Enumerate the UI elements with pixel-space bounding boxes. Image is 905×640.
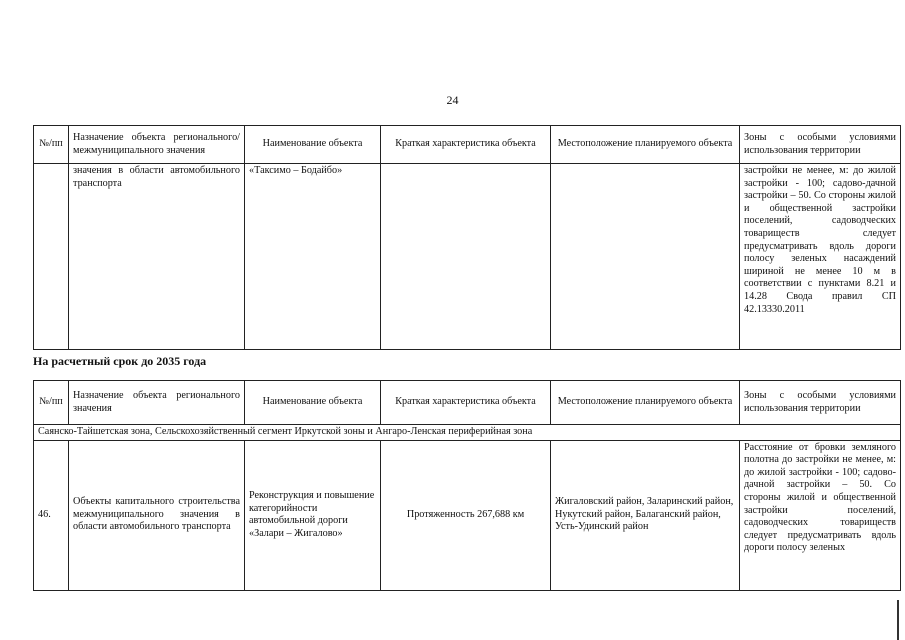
header-location: Местоположение планируемого объекта [551,381,740,425]
header-brief: Краткая характеристика объекта [381,381,551,425]
scan-edge-line [897,600,899,640]
table-header-row [34,381,901,425]
objects-table-2035 [33,380,901,591]
header-purpose: Назначение объекта регионального/ межмуниципального значения [69,126,245,164]
cell-brief [381,164,551,350]
zone-group-label: Саянско-Тайшетская зона, Сельскохозяйственный сегмент Иркутской зоны и Ангаро-Ленская периферийная зона [34,425,901,441]
table-row [34,164,901,350]
header-num: №/пп [34,381,69,425]
table-row [34,440,901,590]
header-location: Местоположение планируемого объекта [551,126,740,164]
table-header-row [34,126,901,164]
header-name: Наименование объекта [245,381,381,425]
cell-location: Жигаловский район, Заларинский район, Нукутский район, Балаганский район, Усть-Удинский район [551,440,740,590]
cell-num: 46. [34,440,69,590]
header-zones: Зоны с особыми условиями использования территории [740,381,901,425]
header-purpose: Назначение объекта регионального значения [69,381,245,425]
cell-purpose: Объекты капитального строительства межмуниципального значения в области автомобильного транспорта [69,440,245,590]
header-num: №/пп [34,126,69,164]
cell-zones: Расстояние от бровки земляного полотна до застройки не менее, м: до жилой застройки - 100; садово-дачной застройки – 50. Со стороны жилой и общественной застройки поселений, садоводческих товариществ следует предусматривать вдоль дороги полосу зеленых [740,440,901,590]
section-title: На расчетный срок до 2035 года [33,354,207,368]
cell-brief: Протяженность 267,688 км [381,440,551,590]
header-brief: Краткая характеристика объекта [381,126,551,164]
cell-name: «Таксимо – Бодайбо» [245,164,381,350]
cell-num [34,164,69,350]
header-zones: Зоны с особыми условиями использования территории [740,126,901,164]
page-number: 24 [446,93,459,107]
zone-group-row [34,425,901,441]
cell-name: Реконструкция и повышение категорийности автомобильной дороги «Залари – Жигалово» [245,440,381,590]
cell-purpose: значения в области автомобильного транспорта [69,164,245,350]
cell-location [551,164,740,350]
cell-zones: застройки не менее, м: до жилой застройки - 100; садово-дачной застройки – 50. Со стороны жилой и общественной застройки поселений, садоводческих товариществ следует предусматривать вдоль дороги полосу зеленых насаждений шириной не менее 10 м в соответствии с пунктами 8.21 и 14.28 Свода правил СП 42.13330.2011 [740,164,901,350]
header-name: Наименование объекта [245,126,381,164]
objects-table-continued [33,125,901,350]
